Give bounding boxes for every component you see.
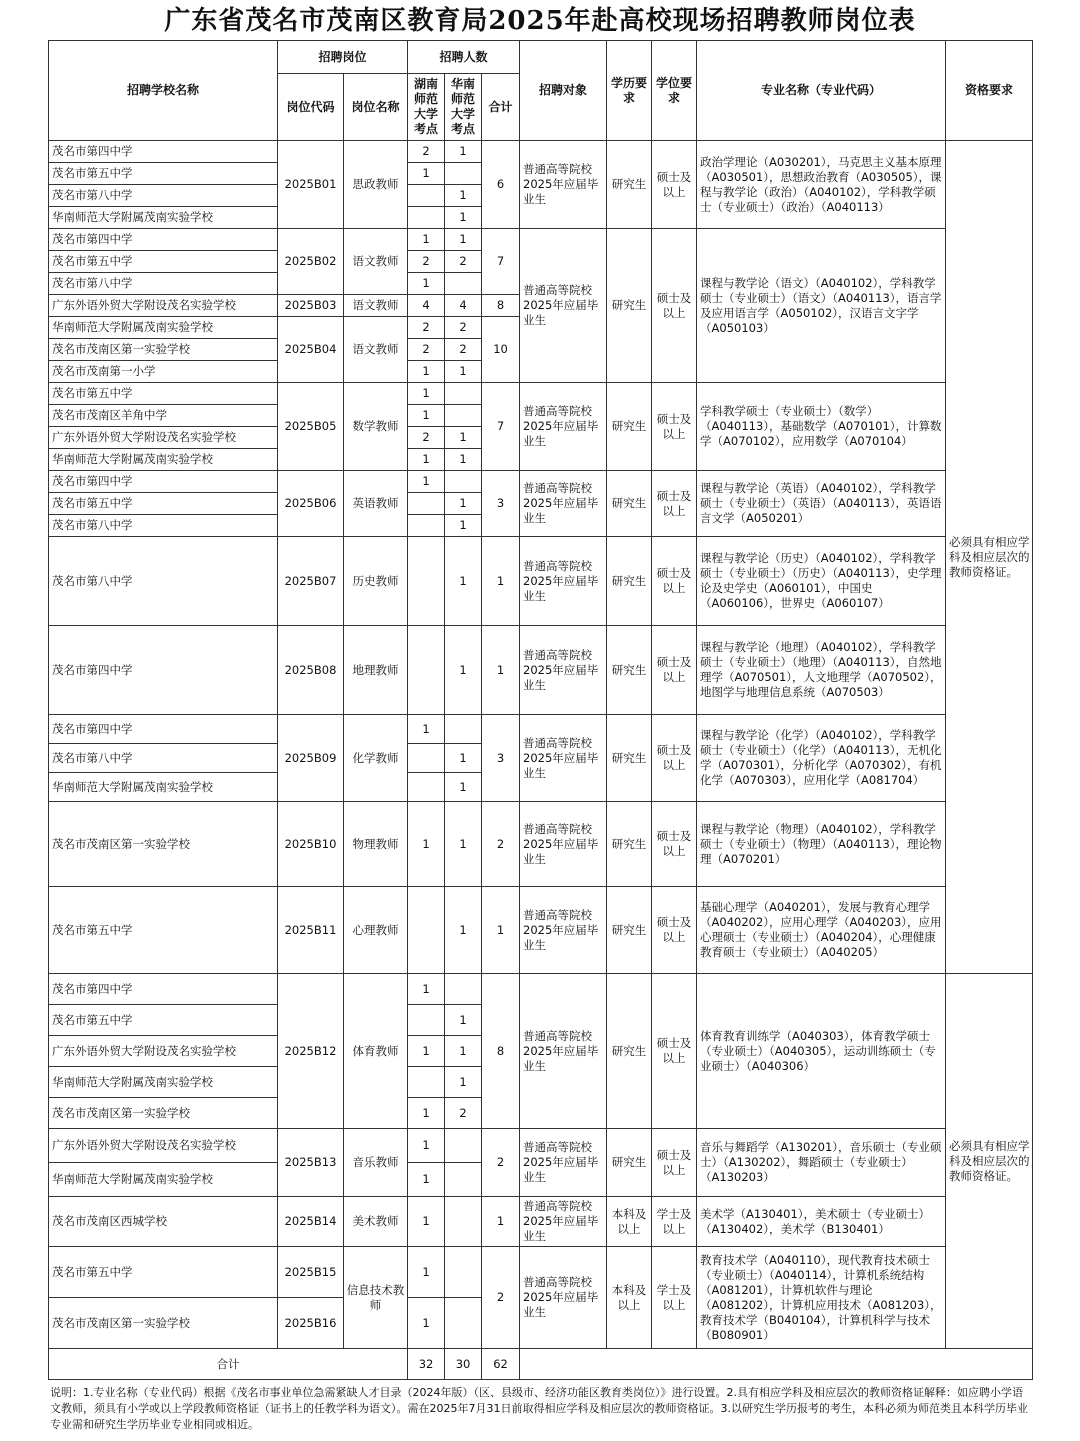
school-name: 茂名市茂南区第一实验学校 (49, 1298, 278, 1349)
major-requirement: 课程与教学论（物理）（A040102），学科教学硕士（专业硕士）（物理）（A040113），理论物理（A070201） (697, 802, 946, 887)
hunan-count: 1 (408, 471, 445, 493)
position-code: 2025B12 (278, 974, 344, 1129)
position-total: 7 (482, 383, 520, 471)
huanan-count: 1 (445, 427, 482, 449)
position-name: 美术教师 (344, 1197, 408, 1247)
major-requirement: 课程与教学论（化学）（A040102），学科教学硕士（专业硕士）（化学）（A040113），无机化学（A070301），分析化学（A070302），有机化学（A070303），应用化学（A081704） (697, 715, 946, 802)
position-total: 2 (482, 802, 520, 887)
table-row (49, 974, 1033, 1005)
school-name: 茂名市茂南区第一实验学校 (49, 802, 278, 887)
header-education: 学历要求 (607, 41, 652, 141)
school-name: 茂名市茂南区第一实验学校 (49, 339, 278, 361)
school-name: 茂名市第八中学 (49, 537, 278, 626)
table-row (49, 383, 1033, 405)
recruitment-table (48, 40, 1033, 1380)
major-requirement: 学科教学硕士（专业硕士）（数学）（A040113），基础数学（A070101），计算数学（A070102），应用数学（A070104） (697, 383, 946, 471)
position-code: 2025B08 (278, 626, 344, 715)
position-name: 心理教师 (344, 887, 408, 974)
huanan-count: 1 (445, 229, 482, 251)
footnote: 说明：1.专业名称（专业代码）根据《茂名市事业单位急需紧缺人才目录（2024年版）（区、县级市、经济功能区教育类岗位）》进行设置。2.具有相应学科及相应层次的教师资格证解释：如应聘小学语文教师，须具有小学或以上学段教师资格证（证书上的任教学科为语文）。需在2025年7月31日前取得相应学科及相应层次的教师资格证。3.以研究生学历报考的考生，本科必须为师范类且本科学历毕业专业需和研究生学历毕业专业相同或相近。 (50, 1386, 1028, 1431)
huanan-count: 1 (445, 887, 482, 974)
huanan-count: 2 (445, 317, 482, 339)
hunan-count (408, 185, 445, 207)
position-name: 数学教师 (344, 383, 408, 471)
school-name: 广东外语外贸大学附设茂名实验学校 (49, 295, 278, 317)
hunan-count: 2 (408, 251, 445, 273)
huanan-count (445, 974, 482, 1005)
school-name: 茂名市第五中学 (49, 383, 278, 405)
hunan-count: 2 (408, 427, 445, 449)
hunan-count (408, 1067, 445, 1098)
huanan-count: 1 (445, 802, 482, 887)
school-name: 茂名市第八中学 (49, 744, 278, 773)
degree-requirement: 硕士及以上 (652, 974, 697, 1129)
hunan-count (408, 493, 445, 515)
school-name: 华南师范大学附属茂南实验学校 (49, 207, 278, 229)
major-requirement: 政治学理论（A030201），马克思主义基本原理（A030501），思想政治教育（A030505），课程与教学论（政治）（A040102），学科教学硕士（专业硕士）（政治）（A040113） (697, 141, 946, 229)
school-name: 茂名市茂南区羊角中学 (49, 405, 278, 427)
table-row (49, 1197, 1033, 1247)
header-code: 岗位代码 (278, 74, 344, 141)
education-requirement: 研究生 (607, 974, 652, 1129)
huanan-count: 1 (445, 185, 482, 207)
school-name: 茂名市第八中学 (49, 273, 278, 295)
header-position-group: 招聘岗位 (278, 41, 408, 74)
hunan-count: 1 (408, 1036, 445, 1067)
school-name: 华南师范大学附属茂南实验学校 (49, 1163, 278, 1197)
hunan-count (408, 537, 445, 626)
huanan-count: 1 (445, 773, 482, 802)
degree-requirement: 硕士及以上 (652, 141, 697, 229)
hunan-count: 2 (408, 339, 445, 361)
position-name: 语文教师 (344, 317, 408, 383)
hunan-count: 1 (408, 974, 445, 1005)
totals-empty (520, 1349, 1033, 1380)
qualification-requirement: 必须具有相应学科及相应层次的教师资格证。 (946, 141, 1033, 974)
table-row (49, 715, 1033, 744)
education-requirement: 研究生 (607, 383, 652, 471)
school-name: 茂名市第四中学 (49, 626, 278, 715)
major-requirement: 课程与教学论（地理）（A040102），学科教学硕士（专业硕士）（地理）（A040113），自然地理学（A070501），人文地理学（A070502），地图学与地理信息系统（A070503） (697, 626, 946, 715)
hunan-count (408, 887, 445, 974)
degree-requirement: 硕士及以上 (652, 715, 697, 802)
education-requirement: 本科及以上 (607, 1197, 652, 1247)
huanan-count (445, 1298, 482, 1349)
position-name: 音乐教师 (344, 1129, 408, 1197)
education-requirement: 研究生 (607, 626, 652, 715)
header-degree: 学位要求 (652, 41, 697, 141)
position-code: 2025B13 (278, 1129, 344, 1197)
huanan-count: 4 (445, 295, 482, 317)
hunan-count: 1 (408, 361, 445, 383)
recruit-target: 普通高等院校2025年应届毕业生 (520, 229, 607, 383)
recruit-target: 普通高等院校2025年应届毕业生 (520, 537, 607, 626)
totals-hunan: 32 (408, 1349, 445, 1380)
school-name: 茂名市第五中学 (49, 887, 278, 974)
huanan-count: 1 (445, 449, 482, 471)
position-name: 化学教师 (344, 715, 408, 802)
recruit-target: 普通高等院校2025年应届毕业生 (520, 974, 607, 1129)
position-total: 1 (482, 537, 520, 626)
position-name: 信息技术教师 (344, 1247, 408, 1349)
education-requirement: 本科及以上 (607, 1247, 652, 1349)
position-name: 英语教师 (344, 471, 408, 537)
school-name: 茂名市第五中学 (49, 163, 278, 185)
position-code: 2025B05 (278, 383, 344, 471)
position-total: 1 (482, 887, 520, 974)
education-requirement: 研究生 (607, 1129, 652, 1197)
table-row (49, 537, 1033, 626)
major-requirement: 课程与教学论（历史）（A040102），学科教学硕士（专业硕士）（历史）（A040113），史学理论及史学史（A060101），中国史（A060106），世界史（A060107） (697, 537, 946, 626)
table-row (49, 887, 1033, 974)
hunan-count: 1 (408, 802, 445, 887)
recruit-target: 普通高等院校2025年应届毕业生 (520, 887, 607, 974)
huanan-count (445, 273, 482, 295)
position-code: 2025B07 (278, 537, 344, 626)
school-name: 茂名市第四中学 (49, 471, 278, 493)
huanan-count: 1 (445, 626, 482, 715)
position-code: 2025B03 (278, 295, 344, 317)
header-hunan: 湖南师范大学考点 (408, 74, 445, 141)
header-qualification: 资格要求 (946, 41, 1033, 141)
position-total: 2 (482, 1247, 520, 1349)
education-requirement: 研究生 (607, 887, 652, 974)
position-total: 1 (482, 1197, 520, 1247)
huanan-count: 2 (445, 1098, 482, 1129)
huanan-count: 1 (445, 207, 482, 229)
school-name: 茂名市第八中学 (49, 515, 278, 537)
qualification-requirement: 必须具有相应学科及相应层次的教师资格证。 (946, 974, 1033, 1349)
education-requirement: 研究生 (607, 715, 652, 802)
hunan-count: 4 (408, 295, 445, 317)
recruit-target: 普通高等院校2025年应届毕业生 (520, 141, 607, 229)
school-name: 广东外语外贸大学附设茂名实验学校 (49, 1036, 278, 1067)
school-name: 茂名市第四中学 (49, 974, 278, 1005)
position-name: 历史教师 (344, 537, 408, 626)
hunan-count: 1 (408, 163, 445, 185)
recruit-target: 普通高等院校2025年应届毕业生 (520, 626, 607, 715)
school-name: 茂名市茂南区西城学校 (49, 1197, 278, 1247)
recruit-target: 普通高等院校2025年应届毕业生 (520, 802, 607, 887)
hunan-count: 2 (408, 317, 445, 339)
degree-requirement: 硕士及以上 (652, 626, 697, 715)
position-code: 2025B10 (278, 802, 344, 887)
position-name: 地理教师 (344, 626, 408, 715)
hunan-count: 1 (408, 449, 445, 471)
header-count-group: 招聘人数 (408, 41, 520, 74)
huanan-count (445, 1129, 482, 1163)
position-name: 思政教师 (344, 141, 408, 229)
degree-requirement: 学士及以上 (652, 1247, 697, 1349)
education-requirement: 研究生 (607, 229, 652, 383)
school-name: 广东外语外贸大学附设茂名实验学校 (49, 1129, 278, 1163)
table-body (49, 141, 1033, 1349)
major-requirement: 课程与教学论（英语）（A040102），学科教学硕士（专业硕士）（英语）（A040113），英语语言文学（A050201） (697, 471, 946, 537)
totals-label: 合计 (49, 1349, 408, 1380)
table-row (49, 141, 1033, 163)
hunan-count: 1 (408, 1163, 445, 1197)
hunan-count: 1 (408, 1298, 445, 1349)
degree-requirement: 学士及以上 (652, 1197, 697, 1247)
position-code: 2025B02 (278, 229, 344, 295)
huanan-count: 1 (445, 493, 482, 515)
degree-requirement: 硕士及以上 (652, 229, 697, 383)
position-total: 2 (482, 1129, 520, 1197)
school-name: 茂名市第四中学 (49, 141, 278, 163)
degree-requirement: 硕士及以上 (652, 802, 697, 887)
position-code: 2025B04 (278, 317, 344, 383)
huanan-count (445, 715, 482, 744)
position-total: 1 (482, 626, 520, 715)
position-code: 2025B01 (278, 141, 344, 229)
school-name: 华南师范大学附属茂南实验学校 (49, 449, 278, 471)
school-name: 华南师范大学附属茂南实验学校 (49, 317, 278, 339)
position-total: 10 (482, 317, 520, 383)
school-name: 茂名市茂南第一小学 (49, 361, 278, 383)
table-row (49, 229, 1033, 251)
degree-requirement: 硕士及以上 (652, 383, 697, 471)
education-requirement: 研究生 (607, 802, 652, 887)
huanan-count: 1 (445, 537, 482, 626)
huanan-count: 1 (445, 141, 482, 163)
hunan-count (408, 626, 445, 715)
position-total: 7 (482, 229, 520, 295)
header-total: 合计 (482, 74, 520, 141)
page-title: 广东省茂名市茂南区教育局2025年赴高校现场招聘教师岗位表 (164, 6, 916, 36)
hunan-count: 1 (408, 715, 445, 744)
position-name: 物理教师 (344, 802, 408, 887)
huanan-count (445, 163, 482, 185)
school-name: 茂名市第五中学 (49, 251, 278, 273)
school-name: 茂名市茂南区第一实验学校 (49, 1098, 278, 1129)
totals-row (49, 1349, 1033, 1380)
recruit-target: 普通高等院校2025年应届毕业生 (520, 1129, 607, 1197)
recruit-target: 普通高等院校2025年应届毕业生 (520, 383, 607, 471)
position-code: 2025B09 (278, 715, 344, 802)
position-total: 8 (482, 974, 520, 1129)
header-position-name: 岗位名称 (344, 74, 408, 141)
school-name: 茂名市第五中学 (49, 1247, 278, 1298)
position-name: 体育教师 (344, 974, 408, 1129)
huanan-count (445, 1197, 482, 1247)
hunan-count (408, 207, 445, 229)
hunan-count (408, 744, 445, 773)
major-requirement: 体育教育训练学（A040303），体育教学硕士（专业硕士）（A040305），运动训练硕士（专业硕士）（A040306） (697, 974, 946, 1129)
degree-requirement: 硕士及以上 (652, 887, 697, 974)
totals-all: 62 (482, 1349, 520, 1380)
hunan-count: 2 (408, 141, 445, 163)
huanan-count: 2 (445, 339, 482, 361)
position-code: 2025B06 (278, 471, 344, 537)
position-total: 3 (482, 715, 520, 802)
major-requirement: 教育技术学（A040110），现代教育技术硕士（专业硕士）（A040114），计算机系统结构（A081201），计算机软件与理论（A081202），计算机应用技术（A081203），教育技术学（B040104），计算机科学与技术（B080901） (697, 1247, 946, 1349)
school-name: 茂名市第八中学 (49, 185, 278, 207)
huanan-count (445, 471, 482, 493)
table-row (49, 1247, 1033, 1298)
degree-requirement: 硕士及以上 (652, 537, 697, 626)
school-name: 华南师范大学附属茂南实验学校 (49, 773, 278, 802)
hunan-count: 1 (408, 1197, 445, 1247)
position-name: 语文教师 (344, 229, 408, 295)
hunan-count: 1 (408, 1129, 445, 1163)
recruit-target: 普通高等院校2025年应届毕业生 (520, 471, 607, 537)
major-requirement: 美术学（A130401），美术硕士（专业硕士）（A130402），美术学（B130401） (697, 1197, 946, 1247)
huanan-count (445, 1247, 482, 1298)
position-code: 2025B16 (278, 1298, 344, 1349)
major-requirement: 基础心理学（A040201），发展与教育心理学（A040202），应用心理学（A040203），应用心理硕士（专业硕士）（A040204），心理健康教育硕士（专业硕士）（A040205） (697, 887, 946, 974)
position-total: 8 (482, 295, 520, 317)
table-row (49, 471, 1033, 493)
header-major: 专业名称（专业代码） (697, 41, 946, 141)
major-requirement: 音乐与舞蹈学（A130201），音乐硕士（专业硕士）（A130202），舞蹈硕士（专业硕士）（A130203） (697, 1129, 946, 1197)
hunan-count: 1 (408, 383, 445, 405)
school-name: 茂名市第四中学 (49, 229, 278, 251)
school-name: 华南师范大学附属茂南实验学校 (49, 1067, 278, 1098)
school-name: 茂名市第五中学 (49, 493, 278, 515)
huanan-count: 1 (445, 515, 482, 537)
major-requirement: 课程与教学论（语文）（A040102），学科教学硕士（专业硕士）（语文）（A040113），语言学及应用语言学（A050102），汉语言文字学（A050103） (697, 229, 946, 383)
huanan-count: 1 (445, 1005, 482, 1036)
education-requirement: 研究生 (607, 141, 652, 229)
huanan-count: 1 (445, 1067, 482, 1098)
huanan-count: 1 (445, 744, 482, 773)
totals-huanan: 30 (445, 1349, 482, 1380)
huanan-count (445, 1163, 482, 1197)
degree-requirement: 硕士及以上 (652, 471, 697, 537)
education-requirement: 研究生 (607, 537, 652, 626)
position-code: 2025B14 (278, 1197, 344, 1247)
header-huanan: 华南师范大学考点 (445, 74, 482, 141)
header-school: 招聘学校名称 (49, 41, 278, 141)
hunan-count: 1 (408, 229, 445, 251)
position-code: 2025B11 (278, 887, 344, 974)
table-row (49, 1129, 1033, 1163)
huanan-count (445, 405, 482, 427)
hunan-count: 1 (408, 1247, 445, 1298)
hunan-count (408, 515, 445, 537)
recruit-target: 普通高等院校2025年应届毕业生 (520, 715, 607, 802)
school-name: 茂名市第四中学 (49, 715, 278, 744)
position-total: 3 (482, 471, 520, 537)
huanan-count: 1 (445, 361, 482, 383)
school-name: 广东外语外贸大学附设茂名实验学校 (49, 427, 278, 449)
school-name: 茂名市第五中学 (49, 1005, 278, 1036)
position-code: 2025B15 (278, 1247, 344, 1298)
huanan-count: 2 (445, 251, 482, 273)
hunan-count: 1 (408, 1098, 445, 1129)
degree-requirement: 硕士及以上 (652, 1129, 697, 1197)
position-name: 语文教师 (344, 295, 408, 317)
hunan-count (408, 1005, 445, 1036)
header-target: 招聘对象 (520, 41, 607, 141)
huanan-count (445, 383, 482, 405)
table-row (49, 802, 1033, 887)
hunan-count (408, 773, 445, 802)
recruit-target: 普通高等院校2025年应届毕业生 (520, 1197, 607, 1247)
education-requirement: 研究生 (607, 471, 652, 537)
table-row (49, 626, 1033, 715)
position-total: 6 (482, 141, 520, 229)
hunan-count: 1 (408, 273, 445, 295)
huanan-count: 1 (445, 1036, 482, 1067)
hunan-count: 1 (408, 405, 445, 427)
recruit-target: 普通高等院校2025年应届毕业生 (520, 1247, 607, 1349)
